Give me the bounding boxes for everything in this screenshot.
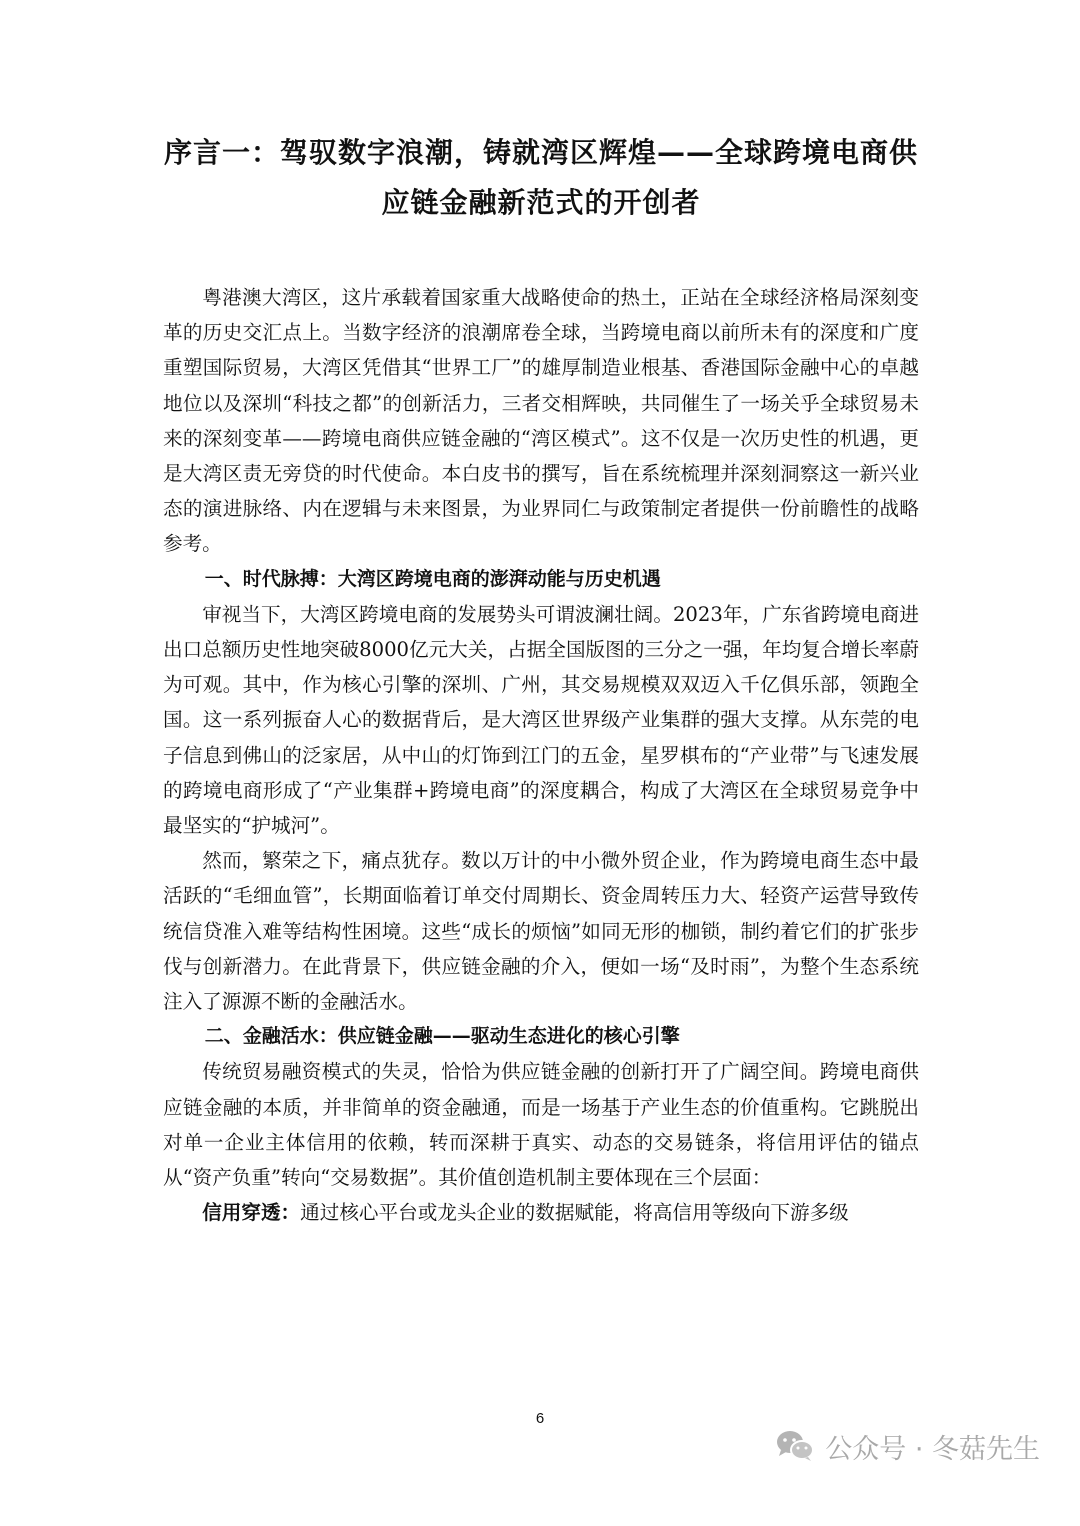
page-content xyxy=(163,128,919,1230)
paragraph-section1-b: 然而，繁荣之下，痛点犹存。数以万计的中小微外贸企业，作为跨境电商生态中最活跃的“毛细血管”，长期面临着订单交付周期长、资金周转压力大、轻资产运营导致传统信贷准入难等结构性困境。这些“成长的烦恼”如同无形的枷锁，制约着它们的扩张步伐与创新潜力。在此背景下，供应链金融的介入，便如一场“及时雨”，为整个生态系统注入了源源不断的金融活水。 xyxy=(163,849,919,1014)
paragraph-section1-a: 审视当下，大湾区跨境电商的发展势头可谓波澜壮阔。2023年，广东省跨境电商进出口总额历史性地突破8000亿元大关，占据全国版图的三分之一强，年均复合增长率蔚为可观。其中，作为核心引擎的深圳、广州，其交易规模双双迈入千亿俱乐部，领跑全国。这一系列振奋人心的数据背后，是大湾区世界级产业集群的强大支撑。从东莞的电子信息到佛山的泛家居，从中山的灯饰到江门的五金，星罗棋布的“产业带”与飞速发展的跨境电商形成了“产业集群+跨境电商”的深度耦合，构成了大湾区在全球贸易竞争中最坚实的“护城河”。 xyxy=(163,602,919,838)
section-heading-1: 一、时代脉搏：大湾区跨境电商的澎湃动能与历史机遇 xyxy=(204,567,661,590)
paragraph-intro: 粤港澳大湾区，这片承载着国家重大战略使命的热土，正站在全球经济格局深刻变革的历史交汇点上。当数字经济的浪潮席卷全球，当跨境电商以前所未有的深度和广度重塑国际贸易，大湾区凭借其“世界工厂”的雄厚制造业根基、香港国际金融中心的卓越地位以及深圳“科技之都”的创新活力，三者交相辉映，共同催生了一场关乎全球贸易未来的深刻变革——跨境电商供应链金融的“湾区模式”。这不仅是一次历史性的机遇，更是大湾区责无旁贷的时代使命。本白皮书的撰写，旨在系统梳理并深刻洞察这一新兴业态的演进脉络、内在逻辑与未来图景，为业界同仁与政策制定者提供一份前瞻性的战略参考。 xyxy=(163,286,919,556)
wechat-icon xyxy=(775,1429,815,1463)
document-title xyxy=(163,128,919,228)
credit-penetration-label: 信用穿透： xyxy=(202,1201,301,1225)
title-line-2: 应链金融新范式的开创者 xyxy=(381,186,701,219)
credit-penetration-text: 通过核心平台或龙头企业的数据赋能，将高信用等级向下游多级 xyxy=(300,1201,849,1225)
watermark-text: 公众号 · 冬菇先生 xyxy=(825,1433,1040,1465)
title-spacer xyxy=(163,228,919,280)
title-line-1: 序言一：驾驭数字浪潮，铸就湾区辉煌——全球跨境电商供 xyxy=(163,136,918,169)
paragraph-section2: 传统贸易融资模式的失灵，恰恰为供应链金融的创新打开了广阔空间。跨境电商供应链金融的本质，并非简单的资金融通，而是一场基于产业生态的价值重构。它跳脱出对单一企业主体信用的依赖，转而深耕于真实、动态的交易链条，将信用评估的锚点从“资产负重”转向“交易数据”。其价值创造机制主要体现在三个层面： xyxy=(163,1060,919,1190)
watermark xyxy=(775,1424,1040,1468)
page-number: 6 xyxy=(535,1410,545,1427)
section-heading-2: 二、金融活水：供应链金融——驱动生态进化的核心引擎 xyxy=(204,1025,680,1048)
paragraph-credit-penetration xyxy=(163,1195,919,1230)
